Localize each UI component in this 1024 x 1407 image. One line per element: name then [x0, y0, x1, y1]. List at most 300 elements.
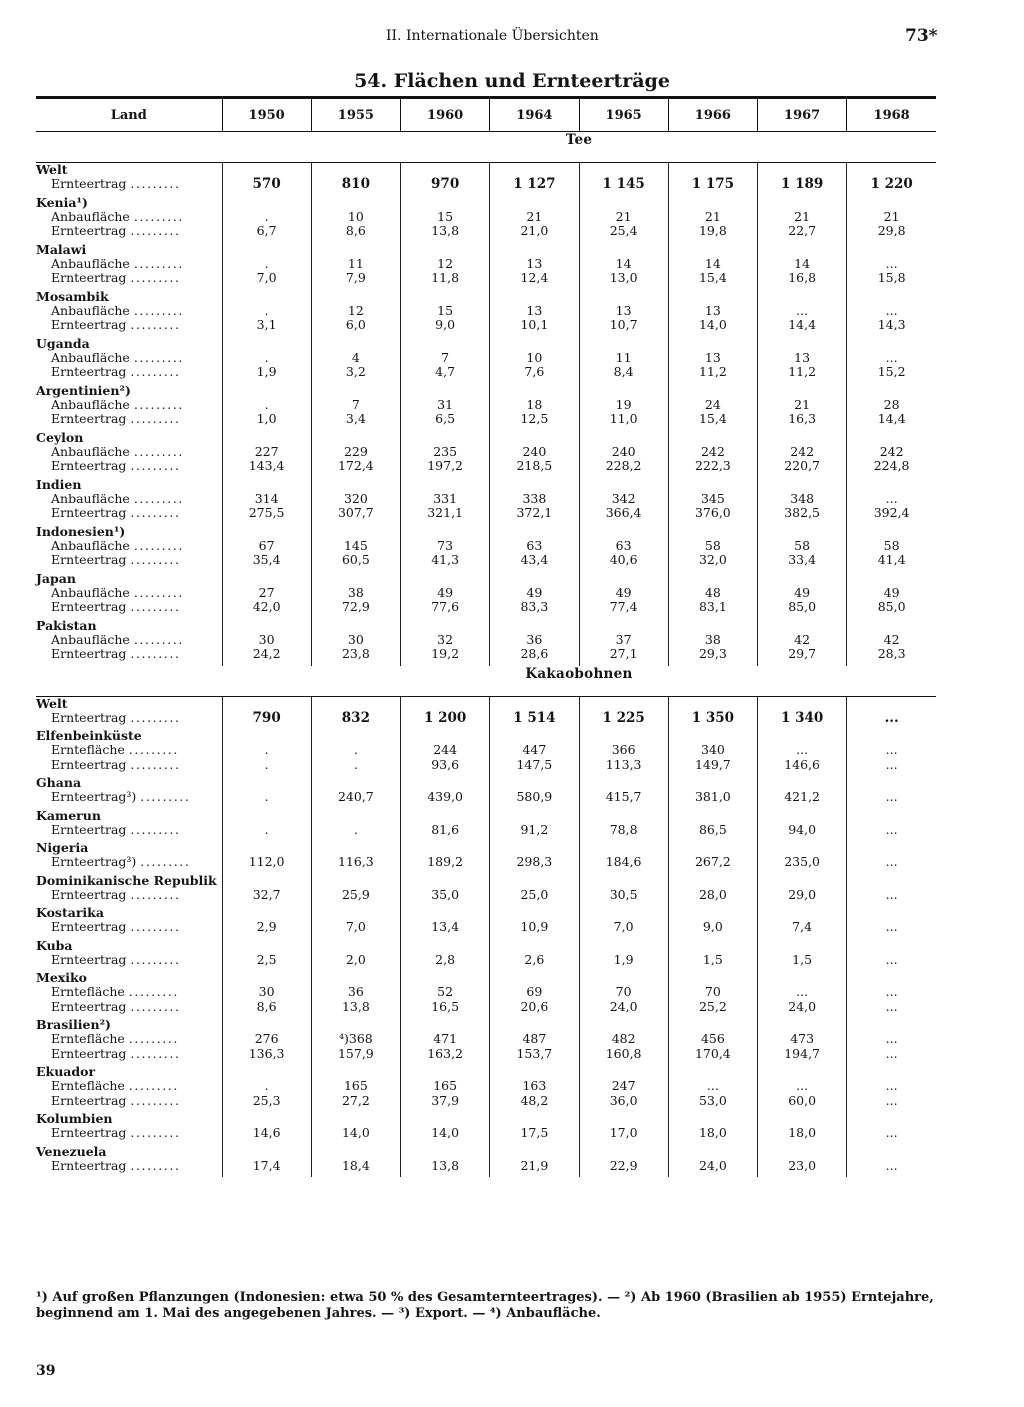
value-cell	[311, 1018, 400, 1061]
cell-value: 21	[794, 396, 811, 412]
value-cell	[311, 572, 400, 615]
cell-spacer	[223, 243, 311, 257]
cell-value: 21,9	[520, 1157, 549, 1173]
cell-spacer	[223, 1112, 311, 1126]
metric-text: Ernteertrag	[51, 270, 127, 285]
cell-spacer	[490, 478, 578, 492]
value-cell	[222, 572, 311, 615]
value-cell	[579, 1065, 668, 1108]
cell-spacer	[312, 906, 400, 920]
cell-spacer	[758, 384, 846, 398]
table-row	[36, 478, 936, 521]
cell-spacer	[401, 525, 489, 539]
cell-value: 49	[883, 584, 900, 600]
land-cell	[36, 196, 222, 239]
row-gap	[36, 1173, 936, 1177]
cell-spacer	[669, 874, 757, 888]
column-header-year: 1967	[758, 98, 847, 132]
cell-value: 21	[615, 208, 632, 224]
cell-value: 43,4	[520, 552, 549, 567]
cell-value: ...	[884, 709, 899, 726]
cell-spacer	[490, 243, 578, 257]
value-cell	[311, 525, 400, 568]
cell-value: 218,5	[516, 458, 553, 473]
value-cell	[401, 971, 490, 1014]
value-cell	[401, 619, 490, 662]
cell-value: 25,4	[609, 223, 638, 238]
country-name: Nigeria	[36, 840, 89, 855]
cell-value: 14,0	[698, 317, 727, 332]
cell-spacer	[312, 809, 400, 823]
leader-dots: .........	[133, 584, 184, 600]
leader-dots: .........	[130, 1157, 181, 1173]
table-body	[36, 132, 936, 1178]
cell-value: 69	[526, 984, 543, 999]
metric-text: Ernteertrag	[51, 599, 127, 614]
metric-text: Anbaufläche	[51, 443, 130, 459]
cell-value: 53,0	[698, 1092, 727, 1108]
value-cell	[311, 906, 400, 935]
table-row	[36, 1112, 936, 1141]
cell-value: ⁴)368	[339, 1031, 373, 1046]
cell-value: 366	[611, 742, 636, 757]
metric-label	[36, 177, 222, 192]
cell-spacer	[580, 841, 668, 855]
cell-value: 40,6	[609, 552, 638, 567]
value-cell	[311, 939, 400, 968]
cell-spacer	[312, 874, 400, 888]
cell-value: 14	[704, 255, 721, 271]
cell-value: 49	[615, 584, 632, 600]
cell-value: ...	[885, 821, 898, 837]
value-cell	[401, 163, 490, 192]
cell-value: 49	[794, 584, 811, 600]
metric-label	[36, 210, 222, 225]
metric-label	[36, 398, 222, 413]
cell-spacer	[490, 729, 578, 743]
value-cell	[758, 243, 847, 286]
cell-value: 38	[704, 631, 721, 647]
cell-spacer	[223, 939, 311, 953]
cell-value: 28	[883, 396, 900, 412]
cell-value: 320	[343, 490, 368, 506]
value-cell	[311, 1145, 400, 1174]
value-cell	[758, 337, 847, 380]
land-cell	[36, 384, 222, 427]
cell-spacer	[401, 1145, 489, 1159]
cell-value: ...	[885, 255, 898, 271]
page-number: 73*	[905, 26, 938, 46]
cell-value: 7,6	[524, 364, 545, 379]
metric-text: Ernteertrag³)	[51, 854, 137, 869]
cell-spacer	[669, 906, 757, 920]
cell-value: 275,5	[248, 505, 285, 520]
cell-value: 37,9	[431, 1092, 460, 1108]
value-cell	[490, 1065, 579, 1108]
cell-value: 29,7	[788, 646, 817, 661]
cell-value: 11	[615, 349, 632, 365]
value-cell	[847, 619, 936, 662]
cell-spacer	[490, 572, 578, 586]
table-row	[36, 971, 936, 1014]
value-cell	[847, 290, 936, 333]
metric-label	[36, 711, 222, 726]
metric-text: Erntefläche	[51, 1031, 125, 1046]
leader-dots: .........	[128, 984, 179, 999]
metric-label	[36, 823, 222, 838]
cell-value: 113,3	[605, 756, 642, 772]
cell-value: 29,3	[698, 646, 727, 661]
cell-value: 242	[700, 443, 725, 459]
leader-dots: .........	[130, 1045, 181, 1061]
country-name: Mosambik	[36, 288, 109, 304]
cell-spacer	[758, 619, 846, 633]
value-cell	[490, 971, 579, 1014]
cell-spacer	[312, 337, 400, 351]
table-title: 54. Flächen und Ernteerträge	[354, 70, 670, 92]
value-cell	[579, 431, 668, 474]
cell-value: 456	[700, 1031, 725, 1046]
cell-value: 331	[433, 490, 458, 506]
value-cell	[311, 431, 400, 474]
cell-spacer	[223, 776, 311, 790]
value-cell	[311, 196, 400, 239]
value-cell	[222, 697, 311, 726]
cell-value: 149,7	[694, 756, 731, 772]
value-cell	[311, 841, 400, 870]
cell-value: 10,9	[520, 919, 549, 934]
country-name: Brasilien²)	[36, 1017, 111, 1032]
land-cell	[36, 776, 222, 805]
cell-value: 6,0	[345, 317, 366, 332]
cell-value: 35,0	[431, 886, 460, 902]
cell-value: 1 514	[513, 709, 556, 726]
cell-spacer	[758, 939, 846, 953]
cell-value: 13	[704, 302, 721, 318]
cell-spacer	[312, 939, 400, 953]
cell-spacer	[847, 1018, 936, 1032]
land-cell	[36, 478, 222, 521]
metric-text: Ernteertrag	[51, 176, 127, 191]
cell-value: 32	[437, 631, 454, 647]
cell-spacer	[847, 1112, 936, 1126]
metric-label	[36, 743, 222, 758]
cell-spacer	[401, 809, 489, 823]
cell-value: 15,8	[877, 270, 906, 285]
cell-spacer	[580, 163, 668, 177]
value-cell	[758, 572, 847, 615]
cell-value: 229	[343, 443, 368, 459]
cell-spacer	[758, 697, 846, 711]
cell-spacer	[223, 337, 311, 351]
value-cell	[401, 776, 490, 805]
value-cell	[579, 572, 668, 615]
cell-value: ...	[885, 756, 898, 772]
value-cell	[401, 290, 490, 333]
value-cell	[401, 906, 490, 935]
value-cell	[222, 337, 311, 380]
cell-value: 21	[883, 208, 900, 224]
cell-value: 1,9	[613, 951, 634, 967]
cell-value: 17,0	[609, 1125, 638, 1140]
cell-spacer	[312, 697, 400, 711]
metric-label	[36, 647, 222, 662]
cell-spacer	[401, 478, 489, 492]
footnote-line: ¹) Auf großen Pflanzungen (Indonesien: etwa 50 % des Gesamternteertrages). — ²) Ab 1960 (Brasilien ab 1955) Erntejahre,	[36, 1290, 934, 1305]
leader-dots: .........	[130, 886, 181, 902]
cell-spacer	[669, 841, 757, 855]
value-cell	[668, 384, 757, 427]
value-cell	[490, 478, 579, 521]
column-header-year: 1964	[490, 98, 579, 132]
cell-spacer	[401, 1112, 489, 1126]
cell-spacer	[669, 1065, 757, 1079]
cell-value: 9,0	[702, 919, 723, 934]
cell-spacer	[580, 1145, 668, 1159]
value-cell	[311, 1065, 400, 1108]
cell-spacer	[669, 1145, 757, 1159]
cell-spacer	[580, 1018, 668, 1032]
cell-value: 220,7	[784, 458, 821, 473]
running-head: II. Internationale Übersichten	[386, 28, 599, 44]
cell-spacer	[490, 1112, 578, 1126]
value-cell	[490, 196, 579, 239]
value-cell	[222, 243, 311, 286]
metric-text: Anbaufläche	[51, 302, 130, 318]
cell-value: 48,2	[520, 1092, 549, 1108]
cell-value: 810	[341, 176, 370, 192]
land-cell	[36, 697, 222, 726]
value-cell	[490, 939, 579, 968]
cell-spacer	[223, 478, 311, 492]
leader-dots: .........	[130, 364, 181, 379]
value-cell	[401, 1112, 490, 1141]
value-cell	[401, 697, 490, 726]
cell-value: .	[353, 742, 358, 757]
cell-value: ...	[885, 1157, 898, 1173]
cell-spacer	[401, 572, 489, 586]
table-row	[36, 290, 936, 333]
cell-value: 31	[437, 396, 454, 412]
cell-value: 345	[700, 490, 725, 506]
value-cell	[311, 337, 400, 380]
cell-spacer	[312, 776, 400, 790]
table-row	[36, 196, 936, 239]
section-title-row	[36, 132, 936, 163]
cell-spacer	[580, 572, 668, 586]
cell-spacer	[312, 1065, 400, 1079]
country-name: Kuba	[36, 937, 73, 953]
metric-text: Ernteertrag	[51, 886, 127, 902]
metric-text: Ernteertrag	[51, 364, 127, 379]
value-cell	[222, 525, 311, 568]
cell-value: 832	[341, 709, 370, 726]
value-cell	[758, 525, 847, 568]
cell-spacer	[669, 939, 757, 953]
cell-value: 7,4	[792, 919, 813, 934]
value-cell	[579, 337, 668, 380]
column-header-year: 1955	[311, 98, 400, 132]
cell-value: 790	[252, 709, 281, 726]
cell-value: 24,0	[788, 998, 817, 1014]
cell-spacer	[312, 384, 400, 398]
value-cell	[222, 1112, 311, 1141]
cell-value: 42	[794, 631, 811, 647]
cell-spacer	[490, 1018, 578, 1032]
cell-value: 83,3	[520, 599, 549, 614]
cell-spacer	[312, 478, 400, 492]
cell-value: 60,5	[341, 552, 370, 567]
cell-spacer	[223, 384, 311, 398]
value-cell	[847, 1065, 936, 1108]
metric-label	[36, 1126, 222, 1141]
cell-value: 244	[433, 742, 458, 757]
cell-spacer	[669, 525, 757, 539]
metric-label	[36, 855, 222, 870]
cell-value: 12	[347, 302, 364, 318]
metric-label	[36, 539, 222, 554]
value-cell	[222, 1145, 311, 1174]
cell-spacer	[223, 809, 311, 823]
metric-text: Ernteertrag	[51, 1092, 127, 1108]
value-cell	[311, 163, 400, 192]
cell-value: 32,7	[252, 886, 281, 902]
cell-spacer	[580, 525, 668, 539]
country-name: Pakistan	[36, 617, 97, 633]
value-cell	[758, 163, 847, 192]
land-cell	[36, 243, 222, 286]
cell-value: .	[264, 302, 269, 318]
cell-spacer	[758, 1065, 846, 1079]
country-name: Venezuela	[36, 1143, 107, 1159]
value-cell	[758, 697, 847, 726]
cell-value: 58	[883, 537, 900, 553]
metric-text: Ernteertrag	[51, 505, 127, 520]
cell-value: 78,8	[609, 821, 638, 837]
cell-value: 1,5	[792, 951, 813, 967]
value-cell	[668, 243, 757, 286]
cell-spacer	[847, 841, 936, 855]
column-header-year: 1968	[847, 98, 936, 132]
cell-value: 112,0	[248, 854, 285, 869]
leader-dots: .........	[133, 537, 184, 553]
value-cell	[847, 1018, 936, 1061]
value-cell	[490, 874, 579, 903]
land-cell	[36, 572, 222, 615]
leader-dots: .........	[130, 411, 181, 426]
cell-value: 22,7	[788, 223, 817, 238]
value-cell	[401, 1145, 490, 1174]
cell-value: ...	[885, 1045, 898, 1061]
table-row	[36, 384, 936, 427]
land-cell	[36, 1065, 222, 1108]
value-cell	[490, 619, 579, 662]
cell-value: 29,8	[877, 223, 906, 238]
cell-value: 63	[526, 537, 543, 553]
country-name: Malawi	[36, 241, 87, 257]
gap-cell	[847, 1173, 936, 1177]
cell-value: ...	[885, 854, 898, 869]
value-cell	[847, 971, 936, 1014]
metric-text: Ernteertrag	[51, 951, 127, 967]
value-cell	[490, 1018, 579, 1061]
value-cell	[847, 572, 936, 615]
metric-text: Ernteertrag	[51, 1125, 127, 1140]
value-cell	[579, 906, 668, 935]
metric-label	[36, 553, 222, 568]
table-row	[36, 431, 936, 474]
cell-value: 321,1	[427, 505, 464, 520]
cell-value: .	[264, 789, 269, 804]
country-name: Uganda	[36, 335, 90, 351]
cell-spacer	[490, 971, 578, 985]
value-cell	[579, 525, 668, 568]
cell-value: 18,0	[788, 1125, 817, 1140]
cell-value: 25,9	[341, 886, 370, 902]
cell-value: 136,3	[248, 1045, 285, 1061]
cell-spacer	[223, 431, 311, 445]
cell-value: 348	[790, 490, 815, 506]
metric-label	[36, 1094, 222, 1109]
cell-value: ...	[796, 302, 809, 318]
cell-spacer	[758, 729, 846, 743]
cell-value: 11	[347, 255, 364, 271]
cell-value: 4,7	[435, 364, 456, 379]
cell-value: 13,0	[609, 270, 638, 285]
cell-spacer	[847, 619, 936, 633]
cell-spacer	[580, 809, 668, 823]
section-title-row	[36, 666, 936, 697]
cell-spacer	[847, 163, 936, 177]
leader-dots: .........	[130, 821, 181, 837]
value-cell	[222, 619, 311, 662]
cell-spacer	[490, 939, 578, 953]
cell-value: 13,8	[341, 998, 370, 1014]
cell-value: 11,2	[698, 364, 727, 379]
cell-value: 366,4	[605, 505, 642, 520]
column-header-year: 1965	[579, 98, 668, 132]
cell-value: 13,4	[431, 919, 460, 934]
cell-spacer	[223, 1145, 311, 1159]
cell-value: 298,3	[516, 854, 553, 869]
metric-text: Ernteertrag	[51, 709, 127, 725]
column-header-year: 1966	[668, 98, 757, 132]
cell-value: 14	[615, 255, 632, 271]
cell-spacer	[312, 971, 400, 985]
cell-value: 382,5	[784, 505, 821, 520]
metric-text: Ernteertrag	[51, 919, 127, 934]
value-cell	[668, 337, 757, 380]
cell-value: 338	[522, 490, 547, 506]
value-cell	[311, 971, 400, 1014]
cell-spacer	[223, 697, 311, 711]
value-cell	[490, 697, 579, 726]
cell-value: 15,4	[698, 270, 727, 285]
cell-spacer	[758, 572, 846, 586]
value-cell	[401, 196, 490, 239]
cell-spacer	[669, 1018, 757, 1032]
value-cell	[668, 431, 757, 474]
value-cell	[311, 1112, 400, 1141]
metric-text: Anbaufläche	[51, 255, 130, 271]
land-cell	[36, 971, 222, 1014]
table-header-row	[36, 98, 936, 132]
leader-dots: .........	[130, 646, 181, 661]
cell-spacer	[847, 1145, 936, 1159]
cell-value: ...	[885, 1031, 898, 1046]
cell-spacer	[223, 572, 311, 586]
cell-value: 1,9	[256, 364, 277, 379]
